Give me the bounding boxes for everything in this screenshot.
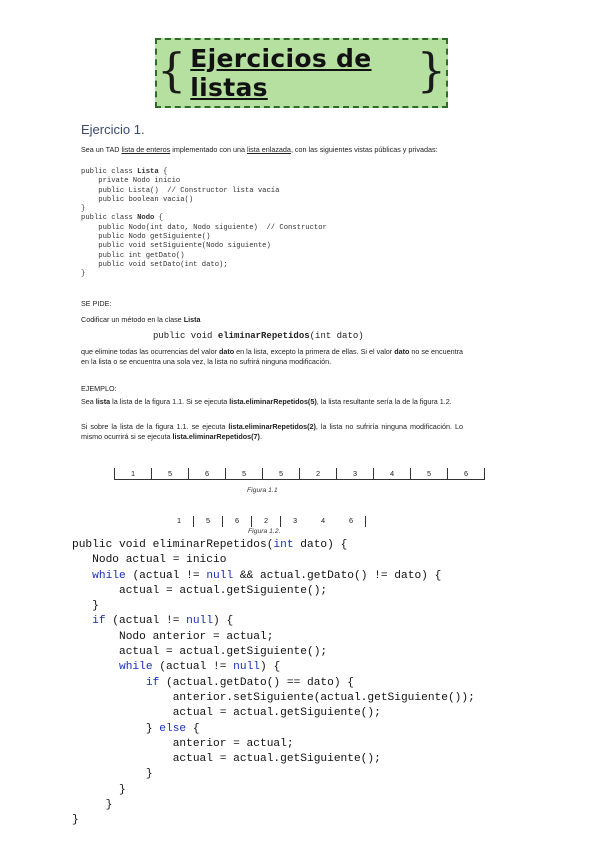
method-signature <box>153 331 364 341</box>
code-line: public void setDato(int dato); <box>81 260 228 269</box>
code-line: if (actual != null) { <box>92 615 234 628</box>
ex2-text: . <box>259 431 262 441</box>
desc-text: en la lista, excepto la primera de ellas. Si el valor <box>234 347 395 356</box>
code-line: Nodo actual = inicio <box>72 554 227 567</box>
exercise-heading: Ejercicio 1. <box>81 122 145 137</box>
intro-text: , con las siguientes vistas públicas y privadas: <box>290 145 438 154</box>
code-line: private Nodo inicio <box>81 177 181 186</box>
list-node-value: 5 <box>152 468 189 480</box>
signature-name: eliminarRepetidos <box>217 331 310 341</box>
code-line: public boolean vacia() <box>81 195 194 204</box>
task-statement <box>81 315 463 325</box>
list-node-value: 6 <box>348 516 354 525</box>
desc-bold: dato <box>394 347 410 356</box>
list-node-value: 6 <box>234 516 240 525</box>
code-line: } <box>72 768 153 781</box>
list-node-value: 6 <box>448 468 485 480</box>
list-node-value: 5 <box>263 468 300 480</box>
list-node-value: 4 <box>374 468 411 480</box>
code-line: actual = actual.getSiguiente(); <box>72 646 328 659</box>
code-line: Nodo anterior = actual; <box>72 630 274 643</box>
code-line: } <box>81 270 86 279</box>
code-line: } <box>72 783 126 796</box>
code-line: actual = actual.getSiguiente(); <box>72 707 381 720</box>
task-text: Codificar un método en la clase <box>81 315 184 324</box>
list-node-value: 2 <box>300 468 337 480</box>
figure-1-1-list <box>114 468 485 480</box>
code-line: public Lista() // Constructor lista vacía <box>81 186 280 195</box>
ex2-text: , la lista no sufriría ninguna modificación. Lo mismo ocurrirá si se ejecuta <box>81 422 463 441</box>
node-separator <box>365 516 366 527</box>
ex1-text: la lista de la figura 1.1. Si se ejecuta <box>110 397 230 406</box>
list-node-value: 2 <box>263 516 269 525</box>
intro-term-list: lista de enteros <box>121 145 171 154</box>
list-node-value: 5 <box>411 468 448 480</box>
code-line: actual = actual.getSiguiente(); <box>72 584 328 597</box>
ex1-bold: lista <box>95 397 111 406</box>
ex2-text: Si sobre la lista de la figura 1.1. se ejecuta <box>81 422 229 431</box>
code-line: public class Nodo { <box>81 214 163 223</box>
code-line: public Nodo(int dato, Nodo siguiente) // Constructor <box>81 223 327 232</box>
list-node-value: 3 <box>292 516 298 525</box>
list-node-value: 1 <box>115 468 152 480</box>
code-line: } <box>72 600 99 613</box>
se-pide-label: SE PIDE: <box>81 299 112 308</box>
task-class-name: Lista <box>183 315 201 324</box>
ex1-bold: lista.eliminarRepetidos(5) <box>229 397 317 406</box>
code-line: } else { <box>72 722 200 735</box>
code-line: anterior.setSiguiente(actual.getSiguiente()); <box>72 691 475 704</box>
example-2-paragraph <box>81 422 463 441</box>
solution-code <box>72 538 475 829</box>
desc-bold: dato <box>218 347 235 356</box>
ex2-bold: lista.eliminarRepetidos(7) <box>172 431 260 441</box>
desc-text: que elimine todas las ocurrencias del valor <box>81 347 219 356</box>
class-definitions-code <box>81 168 327 280</box>
list-node-value: 5 <box>205 516 211 525</box>
ex1-text: Sea <box>81 397 96 406</box>
open-brace: { <box>157 43 187 97</box>
list-node-value: 1 <box>176 516 182 525</box>
page-title: Ejercicios de listas <box>190 44 372 102</box>
figure-1-2-caption: Figura 1.2. <box>248 528 281 535</box>
code-line: public int getDato() <box>81 251 185 260</box>
intro-text: Sea un TAD <box>81 145 122 154</box>
list-node-value: 4 <box>320 516 326 525</box>
description-paragraph <box>81 347 463 366</box>
title-banner <box>155 38 448 108</box>
code-line: public void eliminarRepetidos(int dato) { <box>72 539 348 551</box>
code-line: while (actual != null) { <box>119 661 281 674</box>
list-node-value: 6 <box>189 468 226 480</box>
signature-pre: public void <box>153 331 218 341</box>
figure-1-2-list <box>165 515 366 527</box>
code-line: } <box>72 799 113 812</box>
figure-1-1-caption: Figura 1.1 <box>247 487 278 494</box>
code-line: if (actual.getDato() == dato) { <box>145 676 354 689</box>
code-line: anterior = actual; <box>72 737 294 750</box>
code-line: public void setSiguiente(Nodo siguiente) <box>81 242 271 251</box>
signature-post: (int dato) <box>309 331 364 341</box>
code-line: } <box>72 814 79 827</box>
intro-paragraph <box>81 145 463 155</box>
close-brace: } <box>416 43 446 97</box>
code-line: } <box>81 205 86 214</box>
ex2-bold: lista.eliminarRepetidos(2) <box>228 422 316 431</box>
code-line: while (actual != null && actual.getDato() != dato) { <box>92 569 442 582</box>
code-line: actual = actual.getSiguiente(); <box>72 753 381 766</box>
ejemplo-label: EJEMPLO: <box>81 384 117 393</box>
example-1-paragraph <box>81 397 463 407</box>
ex1-text: , la lista resultante sería la de la figura 1.2. <box>316 397 452 406</box>
intro-text: implementado con una <box>170 145 247 154</box>
code-line: public class Lista { <box>81 168 168 176</box>
code-line: public Nodo getSiguiente() <box>81 233 211 242</box>
desc-text: no se encuentra en la lista o se encuentra una sola vez, la lista no sufrirá ninguna modificación. <box>81 347 463 366</box>
list-node-value: 5 <box>226 468 263 480</box>
list-node-value: 3 <box>337 468 374 480</box>
intro-term-linked: lista enlazada <box>246 145 291 154</box>
